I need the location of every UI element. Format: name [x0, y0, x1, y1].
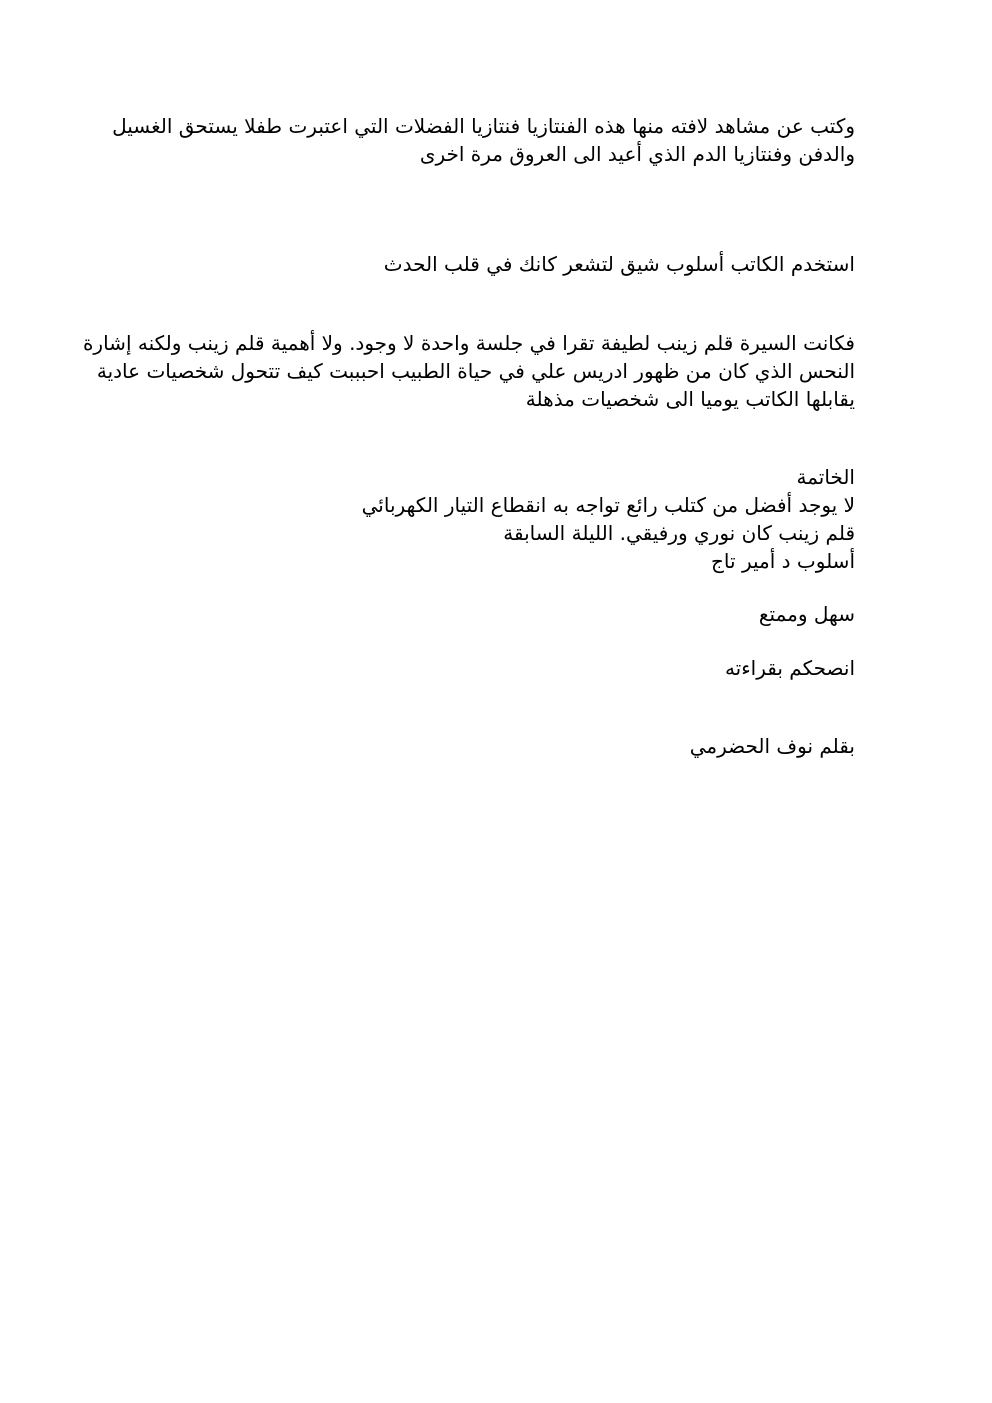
- paragraph-writing-style-line-1: استخدم الكاتب أسلوب شيق لتشعر كانك في قلب الحدث: [383, 252, 855, 276]
- reviewer-byline: [100, 732, 855, 760]
- conclusion-line-2: قلم زينب كان نوري ورفيقي. الليلة السابقة: [503, 521, 855, 545]
- paragraph-fantasy-scenes-line-2: والدفن وفنتازيا الدم الذي أعيد الى العروق مرة اخرى: [419, 142, 855, 166]
- remark-recommendation: [100, 654, 855, 682]
- paragraph-zainab-pen-line-1: فكانت السيرة قلم زينب لطيفة تقرا في جلسة واحدة لا وجود. ولا أهمية قلم زينب ولكنه إشارة: [82, 331, 855, 355]
- conclusion-title: الخاتمة: [796, 465, 855, 489]
- remark-easy-enjoyable-text: سهل وممتع: [758, 602, 855, 626]
- paragraph-zainab-pen-line-3: يقابلها الكاتب يوميا الى شخصيات مذهلة: [525, 387, 855, 411]
- paragraph-fantasy-scenes: [100, 112, 855, 168]
- reviewer-byline-text: بقلم نوف الحضرمي: [689, 734, 855, 758]
- conclusion-line-1: لا يوجد أفضل من كتلب رائع تواجه به انقطاع التيار الكهربائي: [361, 493, 855, 517]
- remark-easy-enjoyable: [100, 600, 855, 628]
- remark-recommendation-text: انصحكم بقراءته: [724, 656, 855, 680]
- paragraph-writing-style: [100, 250, 855, 278]
- paragraph-zainab-pen: [82, 329, 855, 413]
- paragraph-zainab-pen-line-2: النحس الذي كان من ظهور ادريس علي في حياة الطبيب احبببت كيف تتحول شخصيات عادية: [96, 359, 855, 383]
- conclusion-section: [100, 463, 855, 575]
- paragraph-fantasy-scenes-line-1: وكتب عن مشاهد لافته منها هذه الفنتازيا فنتازيا الفضلات التي اعتبرت طفلا يستحق الغسيل: [112, 114, 855, 138]
- conclusion-line-3: أسلوب د أمير تاج: [711, 549, 855, 573]
